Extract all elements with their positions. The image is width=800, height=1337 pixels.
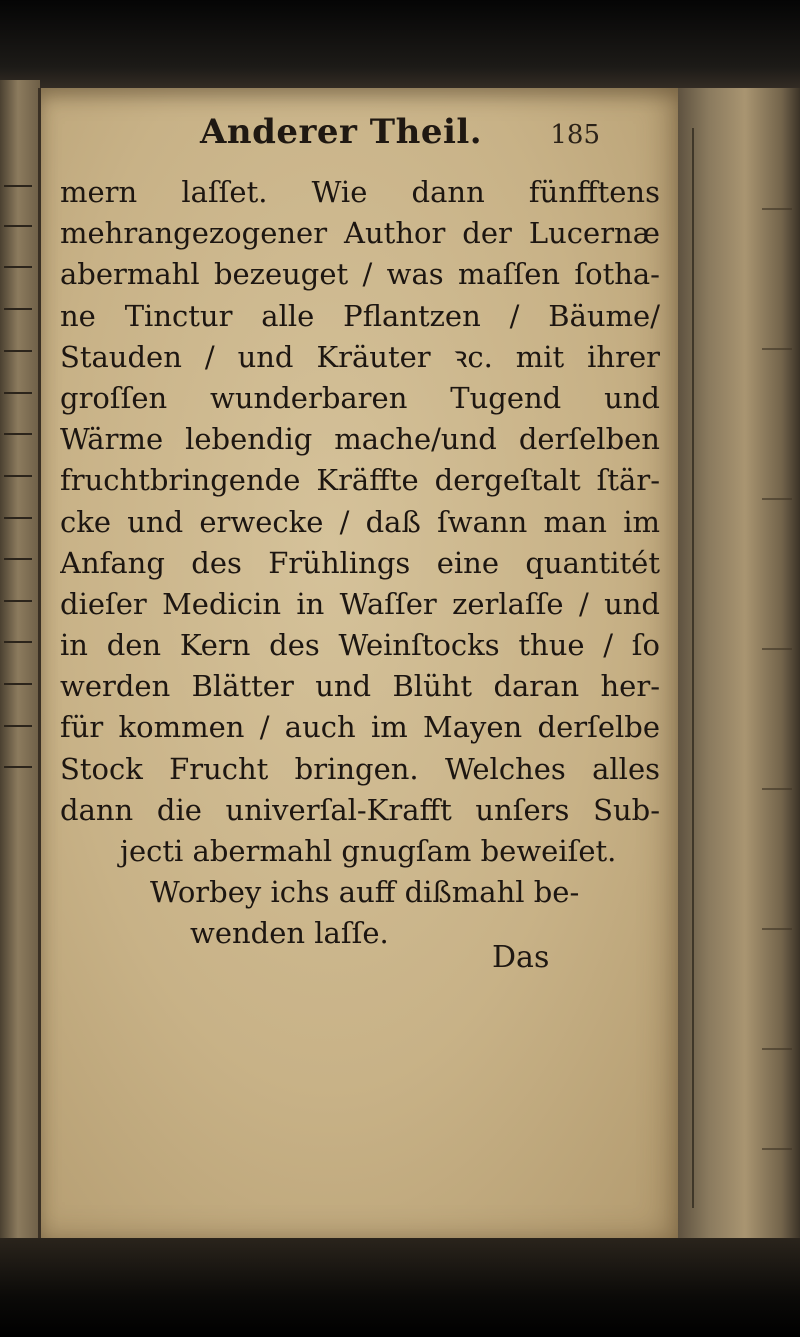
text-line: Stock Frucht bringen. Welches alles bbox=[60, 751, 660, 786]
page-number: 185 bbox=[550, 120, 600, 150]
text-line: mehrangezogener Author der Lucernæ bbox=[60, 216, 660, 251]
text-line: dieſer Medicin in Waſſer zerlaſſe / und bbox=[60, 586, 660, 621]
text-line: Stauden / und Kräuter ꝛc. mit ihrer bbox=[60, 339, 660, 374]
text-line: dann die univerſal-Krafft unſers Sub- bbox=[60, 792, 660, 827]
text-line: groſſen wunderbaren Tugend und bbox=[60, 380, 660, 415]
text-line: Worbey ichs auff dißmahl be- bbox=[150, 875, 580, 910]
text-line: Anfang des Frühlings eine quantitét bbox=[60, 545, 660, 580]
text-line: ne Tinctur alle Pflantzen / Bäume/ bbox=[60, 298, 660, 333]
text-line: abermahl bezeuget / was maſſen ſotha- bbox=[60, 257, 660, 292]
catchword: Das bbox=[492, 940, 550, 975]
text-line: mern laſſet. Wie dann fünfftens bbox=[60, 175, 660, 209]
text-line: in den Kern des Weinſtocks thue / ſo bbox=[60, 628, 660, 663]
text-line: werden Blätter und Blüht daran her- bbox=[60, 669, 660, 704]
text-line: wenden laſſe. bbox=[190, 916, 389, 951]
text-line: für kommen / auch im Mayen derſelbe bbox=[60, 710, 660, 745]
text-line: Wärme lebendig mache/und derſelben bbox=[60, 422, 660, 457]
previous-page-edge bbox=[0, 80, 40, 1250]
running-head bbox=[200, 112, 600, 162]
scan-bottom-border bbox=[0, 1238, 800, 1337]
text-line: jecti abermahl gnugſam beweiſet. bbox=[120, 834, 617, 868]
text-line: fruchtbringende Kräffte dergeſtalt ſtär- bbox=[60, 463, 660, 498]
running-head-title: Anderer Theil. bbox=[200, 112, 483, 152]
body-text bbox=[60, 172, 660, 955]
scan-top-border bbox=[0, 0, 800, 95]
text-line: cke und erwecke / daß ſwann man im bbox=[60, 504, 660, 539]
book-fore-edge bbox=[678, 88, 800, 1238]
